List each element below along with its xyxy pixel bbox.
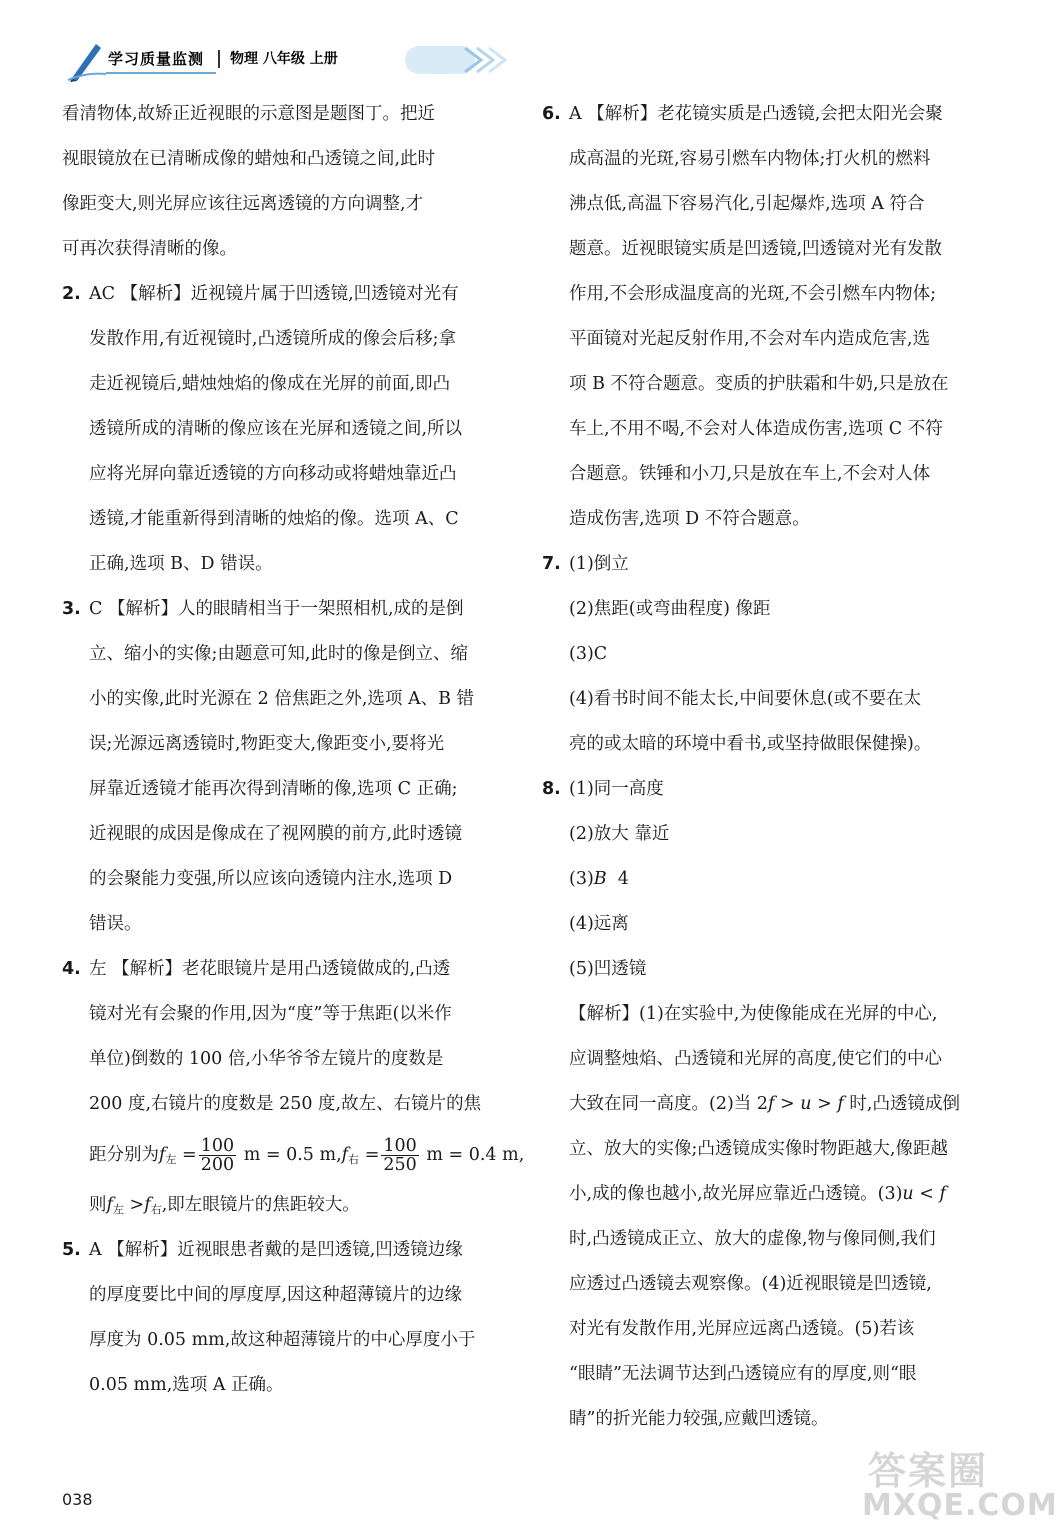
answer-text: 镜对光有会聚的作用,因为“度”等于焦距(以米作 — [89, 1004, 452, 1024]
answer-text: A 【解析】近视眼患者戴的是凹透镜,凹透镜边缘 — [89, 1240, 463, 1260]
answer-text: 屏靠近透镜才能再次得到清晰的像,选项 C 正确; — [89, 779, 458, 799]
text-line: 视眼镜放在已清晰成像的蜡烛和凸透镜之间,此时 — [62, 149, 436, 169]
question-number: 4. — [62, 959, 81, 979]
text-line: 看清物体,故矫正近视眼的示意图是题图丁。把近 — [62, 104, 436, 124]
answer-text: 亮的或太暗的环境中看书,或坚持做眼保健操)。 — [569, 734, 932, 754]
answer-text: 误;光源远离透镜时,物距变大,像距变小,要将光 — [89, 734, 445, 754]
answer-item-3 — [62, 587, 517, 947]
decorative-arrows-icon — [405, 42, 515, 78]
answer-text: (4)看书时间不能太长,中间要休息(或不要在太 — [569, 689, 922, 709]
answer-text: 错误。 — [89, 914, 142, 934]
answer-text: (3)B 4 — [569, 869, 629, 889]
answer-text: 平面镜对光起反射作用,不会对车内造成危害,选 — [569, 329, 931, 349]
header-underline — [106, 72, 216, 74]
question-number: 3. — [62, 599, 81, 619]
text-line: 可再次获得清晰的像。 — [62, 239, 237, 259]
answer-text: 应将光屏向靠近透镜的方向移动或将蜡烛靠近凸 — [89, 464, 457, 484]
analysis-text: “眼睛”无法调节达到凸透镜应有的厚度,则“眼 — [569, 1364, 917, 1384]
watermark-text: 答案圈 — [868, 1449, 989, 1493]
answer-item-5 — [62, 1228, 517, 1408]
analysis-text: 睛”的折光能力较强,应戴凹透镜。 — [569, 1409, 829, 1429]
answer-text: 透镜,才能重新得到清晰的烛焰的像。选项 A、C — [89, 509, 459, 529]
answer-text: 则$f_左 >f_右$,即左眼镜片的焦距较大。 — [89, 1195, 360, 1216]
question-number: 6. — [542, 104, 561, 124]
answer-item-7 — [542, 542, 1002, 767]
answer-text: 立、缩小的实像;由题意可知,此时的像是倒立、缩 — [89, 644, 468, 664]
question-number: 8. — [542, 779, 561, 799]
answer-text: 走近视镜后,蜡烛烛焰的像成在光屏的前面,即凸 — [89, 374, 451, 394]
answer-text: 造成伤害,选项 D 不符合题意。 — [569, 509, 810, 529]
analysis-text: 应调整烛焰、凸透镜和光屏的高度,使它们的中心 — [569, 1049, 943, 1069]
answer-text: 0.05 mm,选项 A 正确。 — [89, 1375, 284, 1395]
page-header — [60, 38, 540, 82]
watermark-logo — [858, 1440, 1058, 1530]
answer-text: 透镜所成的清晰的像应该在光屏和透镜之间,所以 — [89, 419, 463, 439]
answer-text: (3)C — [569, 644, 608, 664]
answer-text: 200 度,右镜片的度数是 250 度,故左、右镜片的焦 — [89, 1094, 482, 1114]
formula-line: 距分别为$f_左$ = $\frac{100}{200}$ m = 0.5 $m,f_右$ = $\frac{100}{250}$ m = 0.4 m, — [89, 1136, 525, 1175]
text-line: 像距变大,则光屏应该往远离透镜的方向调整,才 — [62, 194, 424, 214]
question-number: 7. — [542, 554, 561, 574]
answer-item-8 — [542, 767, 1002, 1442]
analysis-text: 时,凸透镜成正立、放大的虚像,物与像同侧,我们 — [569, 1229, 936, 1249]
pen-icon — [66, 38, 106, 82]
answer-text: (4)远离 — [569, 914, 629, 934]
answer-text: 合题意。铁锤和小刀,只是放在车上,不会对人体 — [569, 464, 931, 484]
answer-text: 作用,不会形成温度高的光斑,不会引燃车内物体; — [569, 284, 937, 304]
watermark-url: MXQE.COM — [862, 1488, 1058, 1523]
header-subject: 物理 八年级 上册 — [230, 51, 338, 67]
answer-text: 的厚度要比中间的厚度厚,因这种超薄镜片的边缘 — [89, 1285, 463, 1305]
analysis-text: 立、放大的实像;凸透镜成实像时物距越大,像距越 — [569, 1139, 948, 1159]
answer-text: 正确,选项 B、D 错误。 — [89, 554, 273, 574]
question-number: 2. — [62, 284, 81, 304]
answer-item-2 — [62, 272, 517, 587]
answer-text: C 【解析】人的眼睛相当于一架照相机,成的是倒 — [89, 599, 464, 619]
answer-text: 小的实像,此时光源在 2 倍焦距之外,选项 A、B 错 — [89, 689, 475, 709]
answer-item-6 — [542, 92, 1002, 542]
answer-text: 发散作用,有近视镜时,凸透镜所成的像会后移;拿 — [89, 329, 457, 349]
answer-text: (1)倒立 — [569, 554, 629, 574]
question-number: 5. — [62, 1240, 81, 1260]
analysis-text: 【解析】(1)在实验中,为使像能成在光屏的中心, — [569, 1004, 938, 1024]
answer-text: (1)同一高度 — [569, 779, 664, 799]
answer-text: 项 B 不符合题意。变质的护肤霜和牛奶,只是放在 — [569, 374, 949, 394]
analysis-text: 应透过凸透镜去观察像。(4)近视眼镜是凹透镜, — [569, 1274, 932, 1294]
answer-text: 沸点低,高温下容易汽化,引起爆炸,选项 A 符合 — [569, 194, 925, 214]
answer-text: 车上,不用不喝,不会对人体造成伤害,选项 C 不符 — [569, 419, 943, 439]
analysis-text: 小,成的像也越小,故光屏应靠近凸透镜。(3)u < f — [569, 1184, 946, 1204]
answer-text: AC 【解析】近视镜片属于凹透镜,凹透镜对光有 — [89, 284, 459, 304]
left-column — [62, 92, 525, 1408]
answer-text: 成高温的光斑,容易引燃车内物体;打火机的燃料 — [569, 149, 931, 169]
answer-text: (5)凹透镜 — [569, 959, 647, 979]
answer-item-4 — [62, 947, 525, 1228]
answer-text: A 【解析】老花镜实质是凸透镜,会把太阳光会聚 — [569, 104, 943, 124]
analysis-text: 大致在同一高度。(2)当 2f > u > f 时,凸透镜成倒 — [569, 1094, 960, 1114]
right-column — [542, 92, 1002, 1442]
header-divider — [218, 50, 220, 68]
analysis-text: 对光有发散作用,光屏应远离凸透镜。(5)若该 — [569, 1319, 915, 1339]
answer-text: (2)放大 靠近 — [569, 824, 670, 844]
answer-text: 左 【解析】老花眼镜片是用凸透镜做成的,凸透 — [89, 959, 451, 979]
page-number: 038 — [62, 1490, 93, 1509]
answer-text: 题意。近视眼镜实质是凹透镜,凹透镜对光有发散 — [569, 239, 943, 259]
answer-text: 厚度为 0.05 mm,故这种超薄镜片的中心厚度小于 — [89, 1330, 476, 1350]
answer-text: (2)焦距(或弯曲程度) 像距 — [569, 599, 771, 619]
fraction: $\frac{100}{200}$ — [200, 1136, 235, 1175]
fraction: $\frac{100}{250}$ — [383, 1136, 417, 1175]
answer-text: 单位)倒数的 100 倍,小华爷爷左镜片的度数是 — [89, 1049, 444, 1069]
answer-text: 的会聚能力变强,所以应该向透镜内注水,选项 D — [89, 869, 453, 889]
answer-text: 近视眼的成因是像成在了视网膜的前方,此时透镜 — [89, 824, 463, 844]
header-title: 学习质量监测 — [108, 50, 205, 68]
